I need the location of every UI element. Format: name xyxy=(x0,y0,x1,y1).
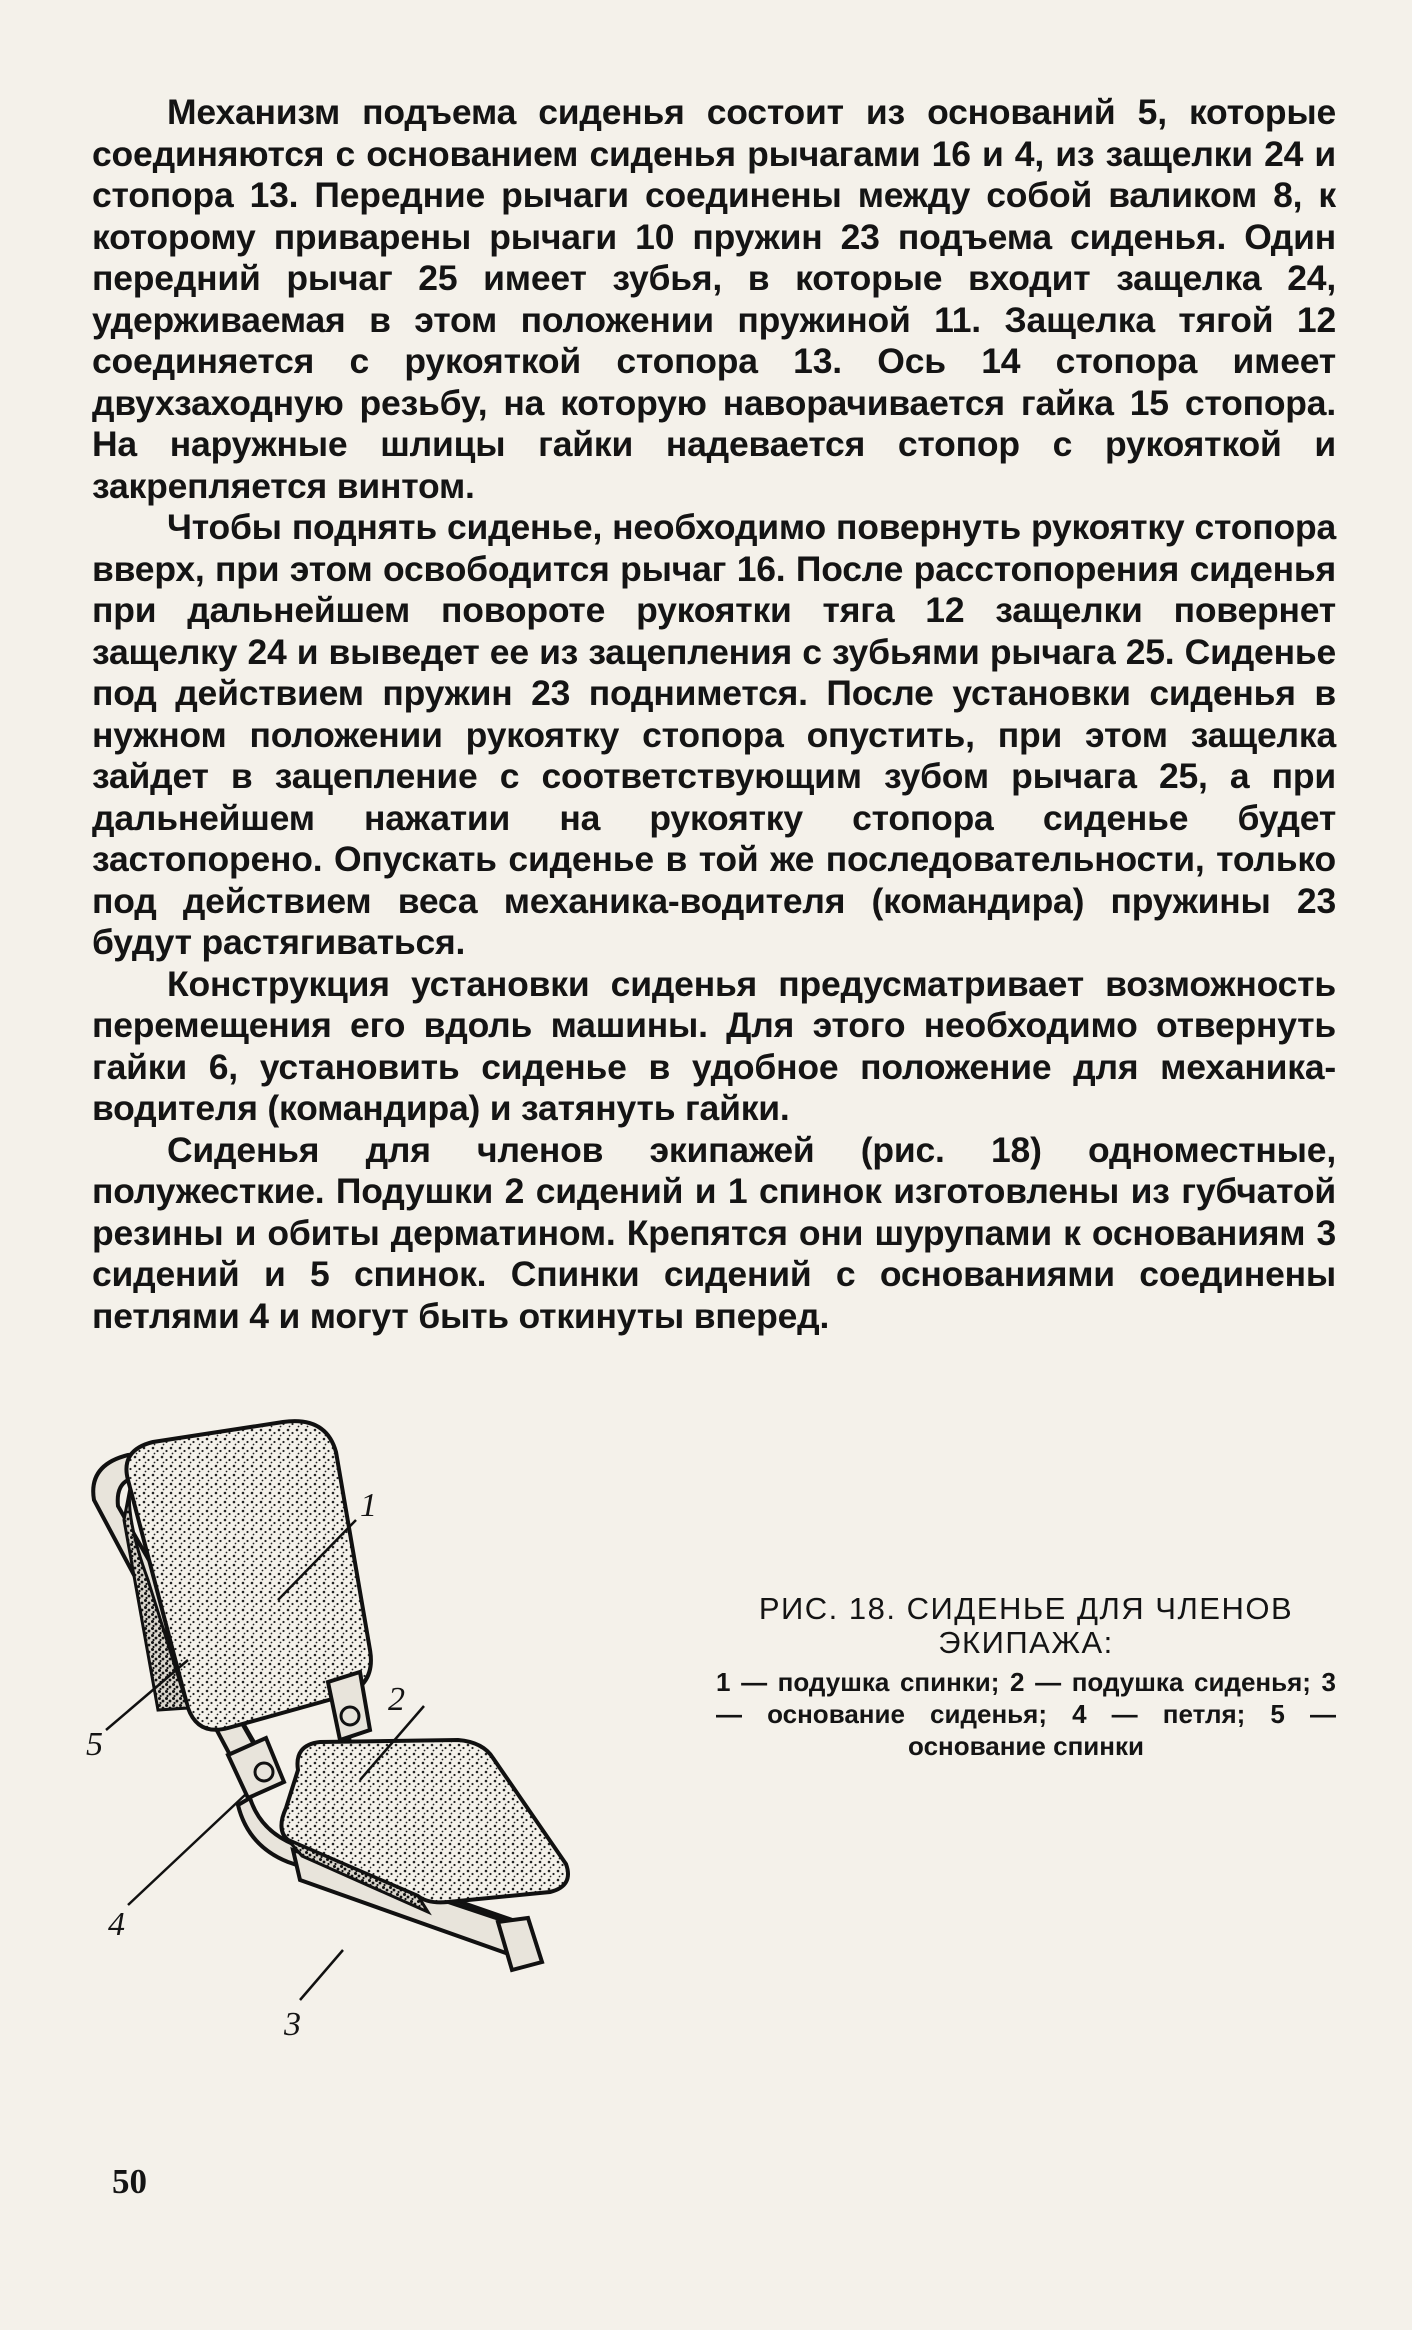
paragraph-2 xyxy=(92,507,1336,964)
paragraph-1-text: Механизм подъема сиденья состоит из оснований 5, которые соединяются с основанием сиденья рычагами 16 и 4, из защелки 24 и стопора 13. Передние рычаги соединены между собой валиком 8, к которому приварены рычаги 10 пружин 23 подъема сиденья. Один передний рычаг 25 имеет зубья, в которые входит защелка 24, удерживаемая в этом положении пружиной 11. Защелка тягой 12 соединяется с рукояткой стопора 13. Ось 14 стопора имеет двухзаходную резьбу, на которую наворачивается гайка 15 стопора. На наружные шлицы гайки надевается стопор с рукояткой и закрепляется винтом. xyxy=(92,92,1336,506)
paragraph-3 xyxy=(92,964,1336,1130)
page-number: 50 xyxy=(112,2162,147,2201)
caption-legend: 1 — подушка спинки; 2 — подушка сиденья; 3 — основание сиденья; 4 — петля; 5 — основание спинки xyxy=(716,1667,1336,1761)
callout-3: 3 xyxy=(284,2006,301,2043)
paragraph-4-text: (рис. 18) одноместные, полужесткие. Подушки 2 сидений и 1 спинок изготовлены из губчатой резины и обиты дерматином. Крепятся они шурупами к основаниям 3 сидений и 5 спинок. Спинки сидений с основаниями соединены петлями 4 и могут быть откинуты вперед. xyxy=(92,1129,1336,1336)
body-text xyxy=(92,92,1336,1337)
seat-drawing xyxy=(88,1410,768,2100)
paragraph-4 xyxy=(92,1130,1336,1338)
callout-2: 2 xyxy=(388,1681,405,1718)
figure-18-seat-illustration xyxy=(88,1410,768,2100)
callout-1: 1 xyxy=(360,1487,377,1524)
paragraph-4-lead-in: Сиденья для членов экипажей xyxy=(167,1129,815,1170)
paragraph-3-text: Конструкция установки сиденья предусматривает возможность перемещения его вдоль машины. Для этого необходимо отвернуть гайки 6, установить сиденье в удобное положение для механика-водителя (командира) и затянуть гайки. xyxy=(92,963,1336,1128)
paragraph-2-text: Чтобы поднять сиденье, необходимо повернуть рукоятку стопора вверх, при этом освободится рычаг 16. После расстопорения сиденья при дальнейшем повороте рукоятки тяга 12 защелки повернет защелку 24 и выведет ее из зацепления с зубьями рычага 25. Сиденье под действием пружин 23 поднимется. После установки сиденья в нужном положении рукоятку стопора опустить, при этом защелка зайдет в зацепление с соответствующим зубом рычага 25, а при дальнейшем нажатии на рукоятку стопора сиденье будет застопорено. Опускать сиденье в той же последовательности, только под действием веса механика-водителя (командира) пружины 23 будут растягиваться. xyxy=(92,507,1336,962)
figure-caption xyxy=(716,1592,1336,1762)
callout-4: 4 xyxy=(108,1906,125,1943)
caption-title: РИС. 18. СИДЕНЬЕ ДЛЯ ЧЛЕНОВ ЭКИПАЖА: xyxy=(758,1591,1294,1660)
paragraph-1 xyxy=(92,92,1336,507)
callout-5: 5 xyxy=(86,1726,103,1763)
